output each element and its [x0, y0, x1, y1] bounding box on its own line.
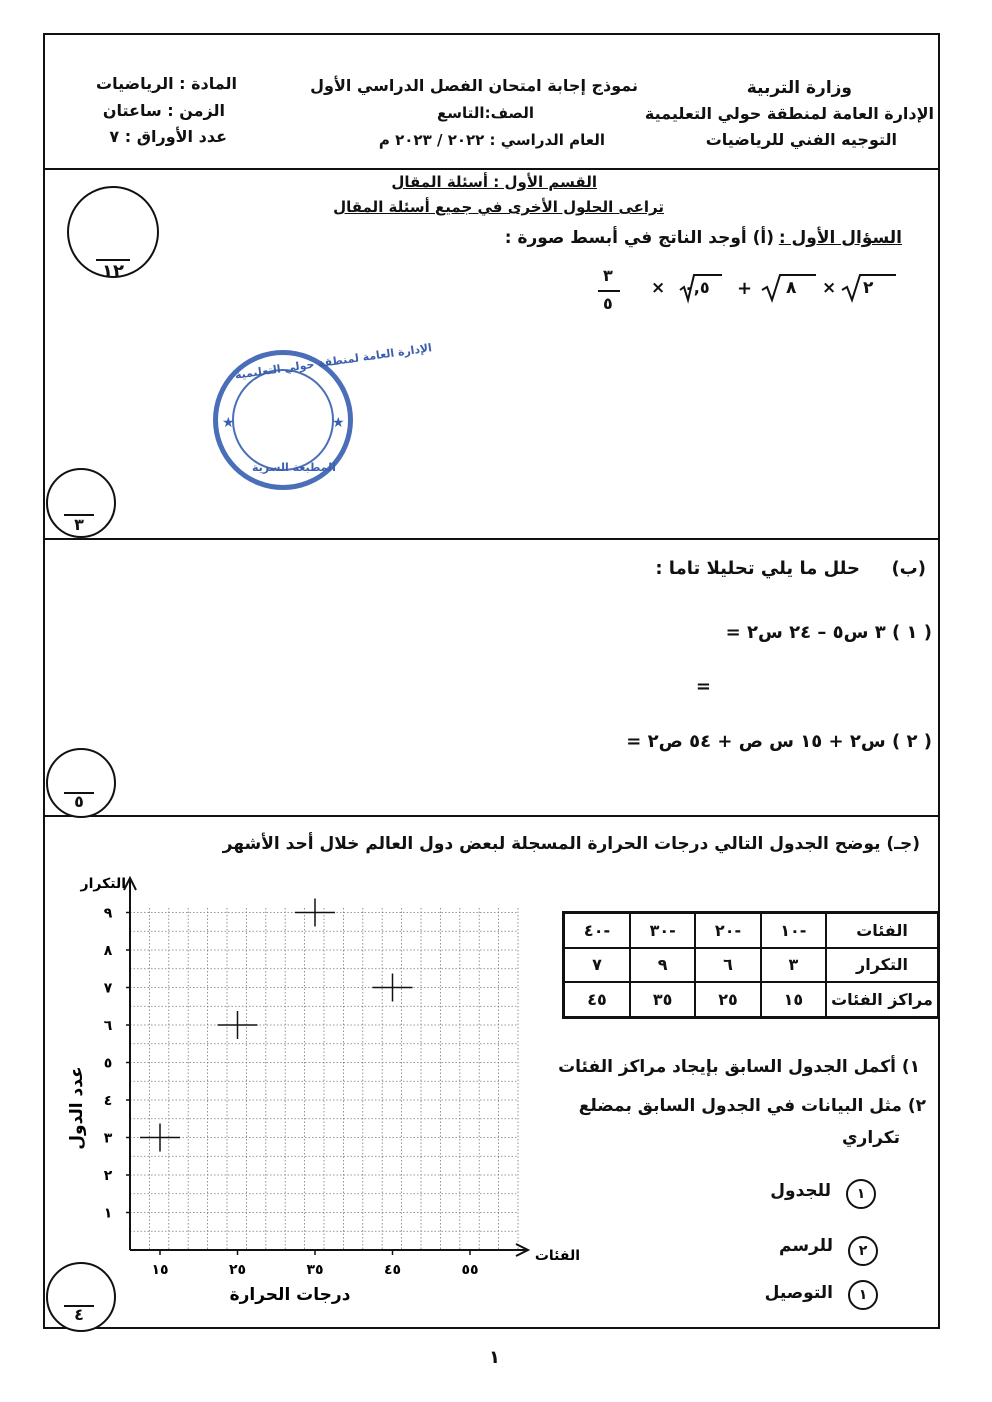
factor-item-1-continued: =	[695, 676, 711, 697]
y-tick-label: ٨	[103, 943, 113, 959]
part-a-divider	[43, 538, 940, 540]
exam-title: نموذج إجابة امتحان الفصل الدراسي الأول	[310, 76, 638, 95]
time-label: الزمن : ساعتان	[102, 101, 225, 120]
table-cell: ٣٥	[630, 982, 695, 1017]
star-icon: ★	[222, 415, 235, 431]
official-stamp	[213, 341, 433, 490]
mark-circle: ١	[848, 1280, 878, 1310]
mark-circle: ١	[846, 1179, 876, 1209]
part-a-instruction: (أ) أوجد الناتج في أبسط صورة :	[504, 228, 774, 248]
fraction-numerator: ٣	[603, 266, 613, 285]
sqrt-radicand-2: ٢	[863, 278, 874, 298]
y-axis-name: التكرار	[80, 876, 126, 892]
x-tick-label: ٣٥	[306, 1262, 324, 1278]
y-tick-label: ٣	[103, 1130, 113, 1147]
y-tick-label: ٢	[103, 1168, 113, 1184]
table-row	[564, 948, 939, 982]
x-tick-label: ٢٥	[228, 1262, 247, 1278]
table-row-label: مراكز الفئات	[826, 982, 939, 1017]
y-tick-label: ٤	[103, 1093, 113, 1109]
department-name: التوجيه الفني للرياضيات	[705, 130, 897, 149]
table-cell: ١٥	[761, 982, 826, 1017]
y-axis-title: عدد الدول	[67, 1066, 87, 1150]
times-sign-1: ×	[822, 278, 837, 298]
question-1-label: السؤال الأول :	[778, 228, 902, 248]
plus-sign: +	[737, 278, 753, 299]
y-tick-label: ٦	[103, 1018, 113, 1034]
part-c-text: (جـ) يوضح الجدول التالي درجات الحرارة المسجلة لبعض دول العالم خلال أحد الأشهر	[222, 834, 920, 854]
factor-item-2: ( ٢ ) س٢ + ١٥ س ص + ٥٤ ص٢ =	[626, 731, 932, 752]
section-note: تراعى الحلول الأخرى في جميع أسئلة المقال	[333, 198, 664, 216]
table-row	[564, 982, 939, 1017]
section-title: القسم الأول : أسئلة المقال	[391, 173, 597, 191]
table-row-label: التكرار	[826, 948, 939, 982]
task-2-continued: تكراري	[841, 1128, 900, 1148]
part-a-score: ٣	[74, 515, 84, 534]
table-cell: ٩	[630, 948, 695, 982]
table-cell: -٤٠	[564, 913, 631, 948]
total-score: ١٢	[102, 261, 124, 282]
mark-label: للجدول	[770, 1181, 831, 1201]
table-cell: -٢٠	[695, 913, 760, 948]
chart-axes	[124, 878, 528, 1256]
x-axis-title: درجات الحرارة	[229, 1285, 351, 1305]
grade-label: الصف:التاسع	[437, 104, 534, 122]
part-c-score: ٤	[74, 1305, 84, 1324]
table-cell: ٢٥	[695, 982, 760, 1017]
header-divider	[43, 168, 940, 170]
x-tick-label: ١٥	[151, 1262, 169, 1278]
stamp-inner-ring	[232, 369, 334, 471]
frequency-polygon-chart	[60, 868, 590, 1308]
table-cell: ٤٥	[564, 982, 631, 1017]
y-tick-label: ٩	[103, 905, 113, 922]
x-tick-label: ٤٥	[383, 1262, 402, 1278]
chart-labels	[67, 876, 580, 1305]
x-axis-name: الفئات	[534, 1248, 580, 1264]
task-1: ١) أكمل الجدول السابق بإيجاد مراكز الفئات	[558, 1057, 920, 1077]
part-b-divider	[43, 815, 940, 817]
table-cell: ٣	[761, 948, 826, 982]
table-cell: ٦	[695, 948, 760, 982]
pages-count: عدد الأوراق : ٧	[109, 127, 227, 146]
part-b-label: (ب)	[891, 558, 926, 579]
fraction-bar	[598, 290, 620, 292]
part-b-score: ٥	[74, 792, 84, 811]
table-row	[564, 913, 939, 948]
district-name: الإدارة العامة لمنطقة حولي التعليمية	[644, 104, 934, 123]
chart-grid	[130, 908, 518, 1250]
table-row-label: الفئات	[826, 913, 939, 948]
table-cell: ٧	[564, 948, 631, 982]
y-tick-label: ١	[103, 1205, 113, 1222]
table-cell: -٣٠	[630, 913, 695, 948]
page-number: ١	[489, 1347, 500, 1368]
x-tick-label: ٥٥	[461, 1262, 479, 1278]
stamp-bottom-text: المطبعة السرية	[252, 461, 336, 474]
factor-item-1: ( ١ ) ٣ س٥ – ٢٤ س٢ =	[725, 622, 932, 643]
y-tick-label: ٥	[103, 1055, 113, 1072]
frequency-table	[562, 911, 940, 1019]
part-b-instruction: حلل ما يلي تحليلا تاما :	[655, 558, 860, 579]
sqrt-radicand-8: ٨	[786, 278, 797, 298]
subject-label: المادة : الرياضيات	[96, 74, 237, 93]
table-cell: -١٠	[761, 913, 826, 948]
times-sign-2: ×	[651, 278, 666, 298]
mark-circle: ٢	[848, 1236, 878, 1266]
mark-label: للرسم	[779, 1236, 833, 1256]
stamp-text: الإدارة العامة لمنطقة حولي التعليمية	[234, 341, 433, 382]
decimal-value: ٠,٥	[684, 278, 710, 297]
ministry-name: وزارة التربية	[746, 78, 852, 98]
star-icon: ★	[332, 415, 345, 431]
task-2: ٢) مثل البيانات في الجدول السابق بمضلع	[578, 1096, 926, 1116]
y-tick-label: ٧	[103, 980, 113, 997]
mark-label: التوصيل	[764, 1283, 833, 1303]
fraction-denominator: ٥	[603, 294, 613, 313]
school-year: العام الدراسي : ٢٠٢٢ / ٢٠٢٣ م	[378, 131, 605, 149]
